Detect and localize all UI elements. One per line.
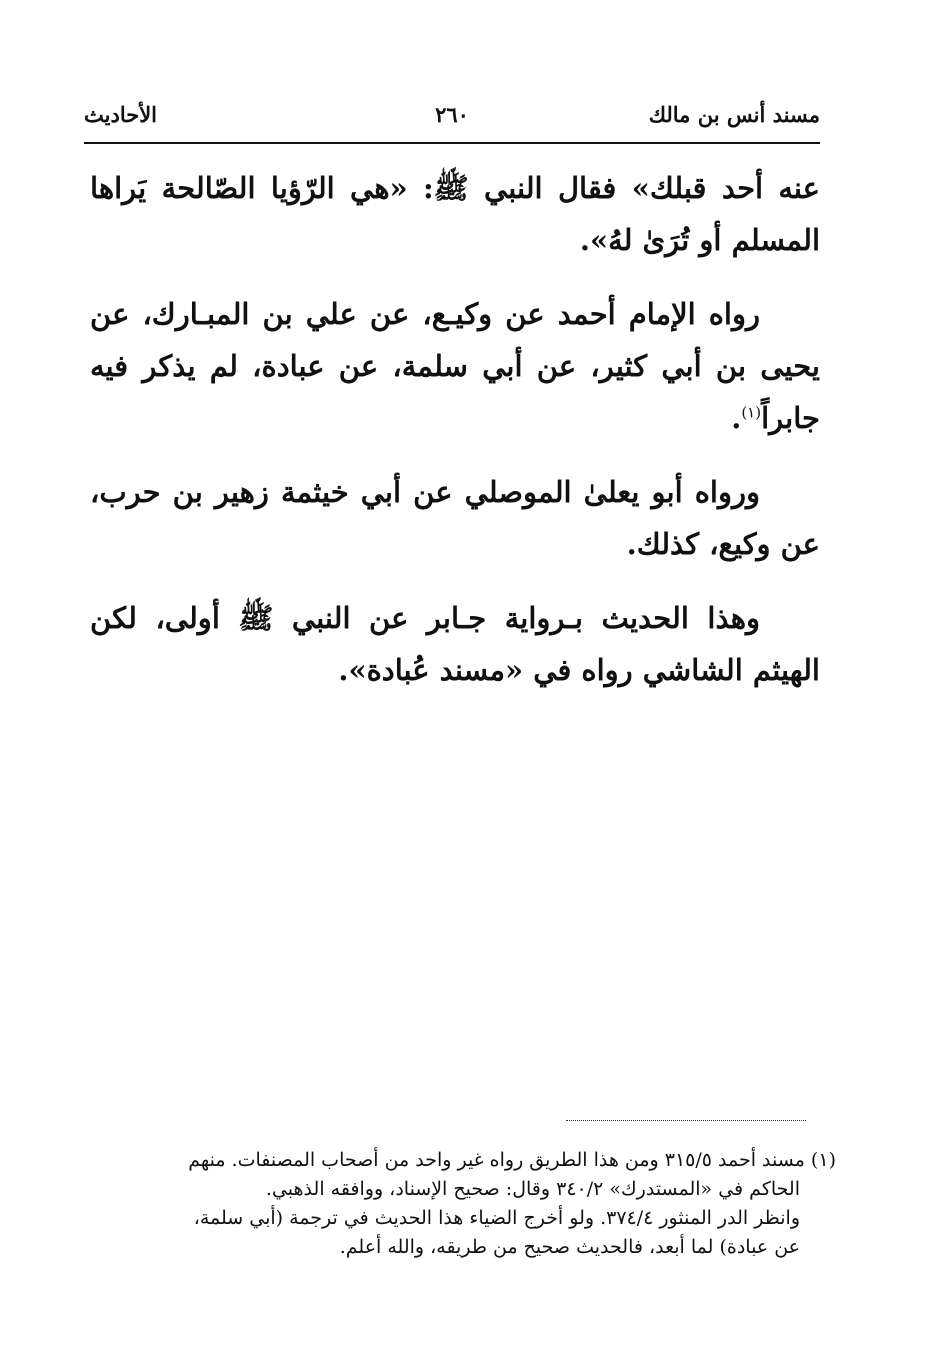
footnote-1-line-1: (١) مسند أحمد ٣١٥/٥ ومن هذا الطريق رواه غير واحد من أصحاب المصنفات. منهم bbox=[188, 1149, 836, 1171]
footnote-separator bbox=[566, 1120, 806, 1121]
header-divider bbox=[84, 142, 820, 144]
main-text bbox=[90, 162, 820, 718]
footnote-1-line-4: عن عبادة) لما أبعد، فالحديث صحيح من طريقه، والله أعلم. bbox=[339, 1236, 800, 1258]
footnote-1-line-3: وانظر الدر المنثور ٣٧٤/٤. ولو أخرج الضياء هذا الحديث في ترجمة (أبي سلمة، bbox=[193, 1207, 800, 1229]
footnote-1-line-2: الحاكم في «المستدرك» ٣٤٠/٢ وقال: صحيح الإسناد، ووافقه الذهبي. bbox=[265, 1178, 800, 1200]
paragraph-4: وهذا الحديث بـرواية جـابر عن النبي ﷺ أولى، لكن الهيثم الشاشي رواه في «مسند عُبادة». bbox=[90, 601, 820, 687]
paragraph-3: ورواه أبو يعلىٰ الموصلي عن أبي خيثمة زهير بن حرب، عن وكيع، كذلك. bbox=[90, 475, 820, 561]
running-header bbox=[84, 98, 820, 138]
paragraph-2 bbox=[90, 288, 820, 444]
footnote-reference[interactable]: (١) bbox=[741, 403, 762, 422]
header-book-title: مسند أنس بن مالك bbox=[648, 102, 820, 127]
page-number: ٢٦٠ bbox=[435, 102, 469, 127]
footnotes bbox=[108, 1146, 836, 1262]
paragraph-1: عنه أحد قبلك» فقال النبي ﷺ: «هي الرّؤيا الصّالحة يَراها المسلم أو تُرَىٰ لهُ». bbox=[90, 171, 820, 257]
paragraph-2-end: . bbox=[731, 401, 742, 435]
paragraph-2-text: رواه الإمام أحمد عن وكيـع، عن علي بن المبـارك، عن يحيى بن أبي كثير، عن أبي سلمة، عن عبادة، لم يذكر فيه جابراً bbox=[90, 297, 820, 435]
header-section-title: الأحاديث bbox=[84, 102, 158, 127]
